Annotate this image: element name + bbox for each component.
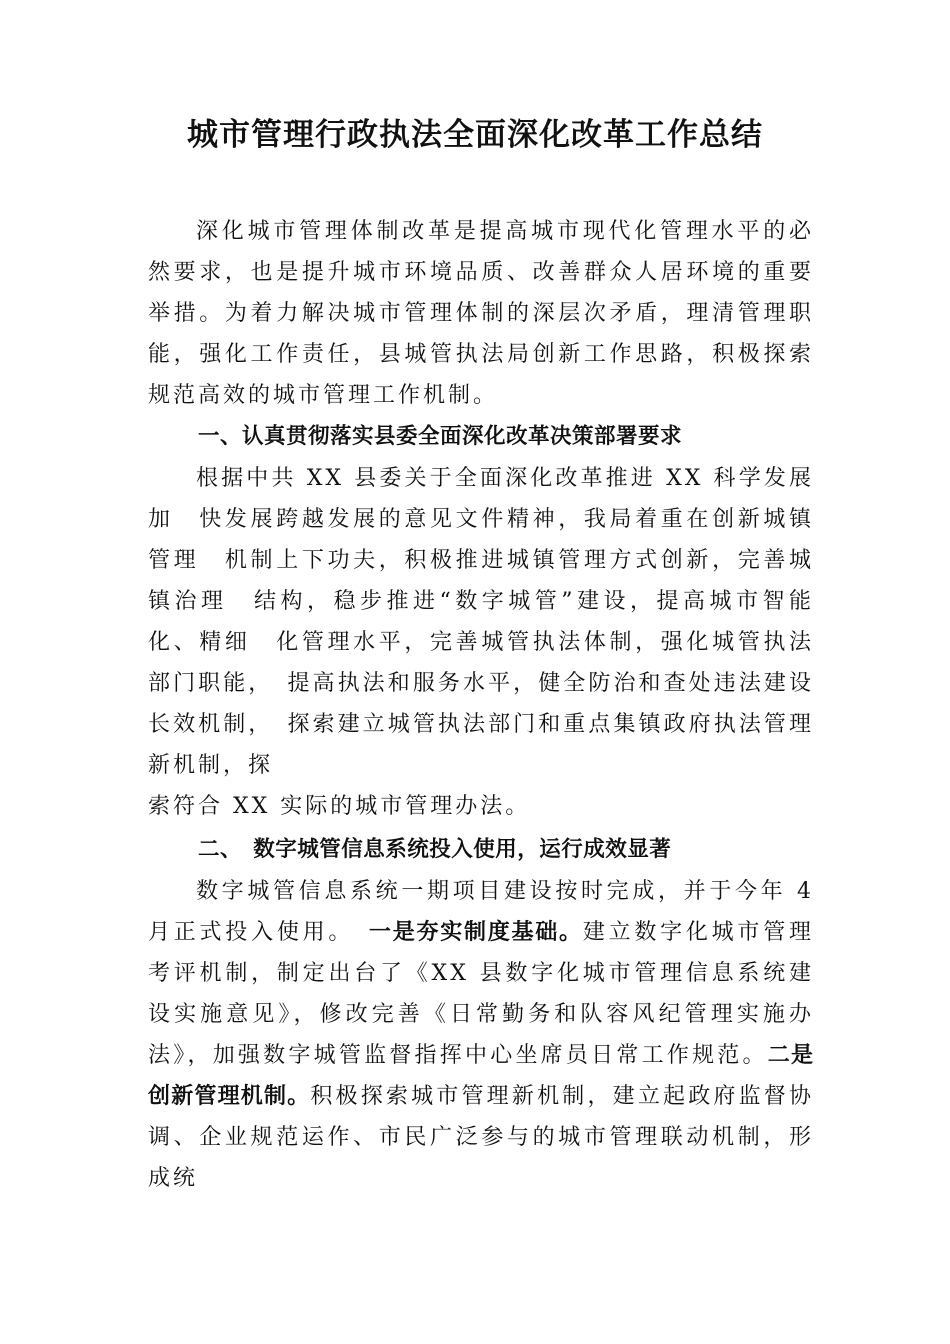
point-1-emphasis: 一是夯实制度基础。 <box>368 920 583 945</box>
section-1-paragraph: 根据中共 XX 县委关于全面深化改革推进 XX 科学发展加 快发展跨越发展的意见文件精神，我局着重在创新城镇管理 机制上下功夫，积极推进城镇管理方式创新，完善城镇治理 结构，稳步推进“数字城管”建设，提高城市智能化、精细 化管理水平，完善城管执法体制，强化城管执法部门职能， 提高执法和服务水平，健全防治和查处违法建设长效机制， 探索建立城管执法部门和重点集镇政府执法管理新机制，探 <box>148 466 814 778</box>
section-2-paragraph <box>148 871 814 1199</box>
section-2-lead-text: 数字城管信息系统一期项目建设按时完成，并于今年 4 月正式投入使用。 <box>148 879 814 945</box>
section-1-heading: 一、认真贯彻落实县委全面深化改革决策部署要求 <box>198 424 683 449</box>
document-title: 城市管理行政执法全面深化改革工作总结 <box>187 117 763 153</box>
point-2-emphasis: 二是创新管理机制。 <box>148 1043 814 1109</box>
point-2-text: 积极探索城市管理新机制，建立起政府监督协调、企业规范运作、市民广泛参与的城市管理联动机制，形成统 <box>148 1084 814 1191</box>
document-body <box>148 211 814 1199</box>
intro-paragraph: 深化城市管理体制改革是提高城市现代化管理水平的必然要求，也是提升城市环境品质、改善群众人居环境的重要举措。为着力解决城市管理体制的深层次矛盾，理清管理职能，强化工作责任，县城管执法局创新工作思路，积极探索规范高效的城市管理工作机制。 <box>148 219 814 408</box>
section-1-paragraph-tail: 索符合 XX 实际的城市管理办法。 <box>148 794 531 819</box>
section-2-heading: 二、 数字城管信息系统投入使用，运行成效显著 <box>198 837 672 862</box>
point-1-text: 建立数字化城市管理考评机制，制定出台了《XX 县数字化城市管理信息系统建设实施意见》，修改完善《日常勤务和队容风纪管理实施办法》，加强数字城管监督指挥中心坐席员日常工作规范。 <box>148 920 814 1068</box>
